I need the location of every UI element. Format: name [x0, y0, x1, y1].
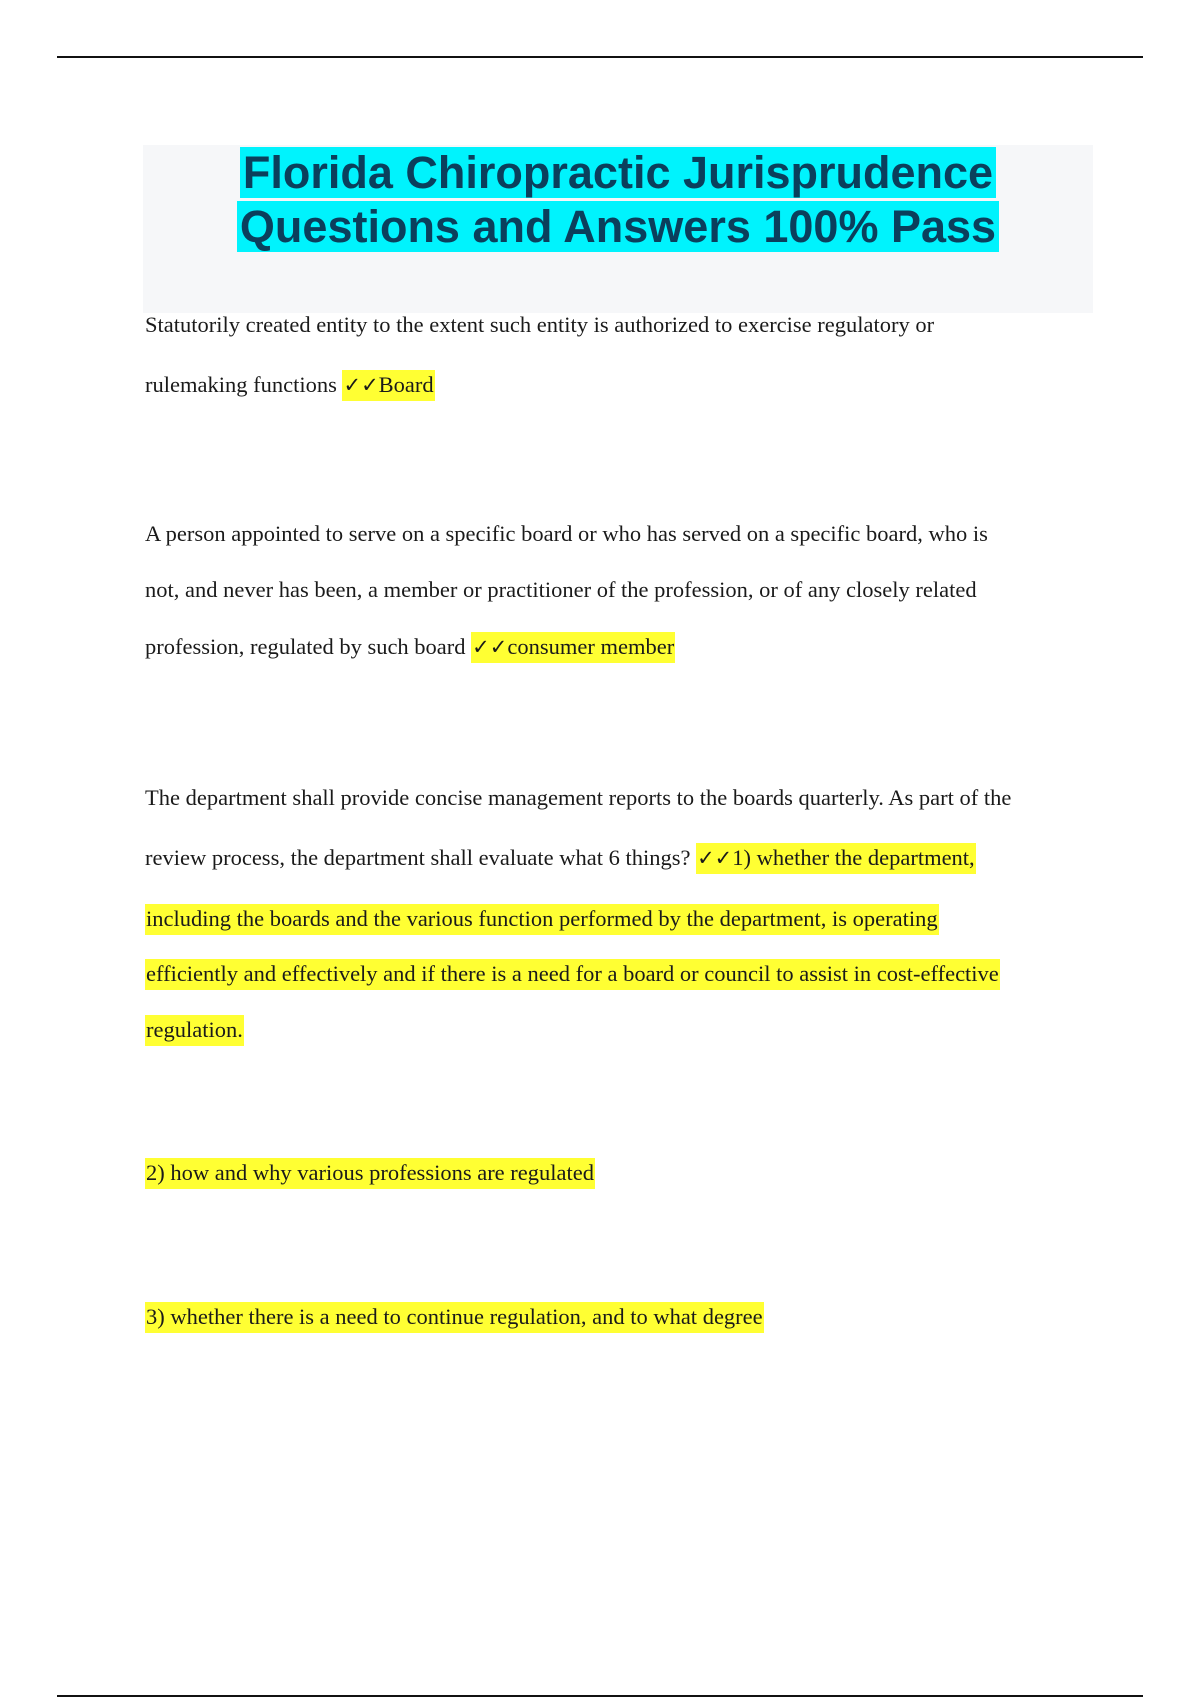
- q3-question-line-1: The department shall provide concise management reports to the boards quarterly. As part of the: [145, 785, 1012, 810]
- q3-answer-line-2: including the boards and the various function performed by the department, is operating: [145, 904, 939, 935]
- document-title: [143, 145, 1093, 254]
- q1-answer-text: Board: [378, 372, 434, 397]
- q2-question-text: profession, regulated by such board: [145, 634, 472, 659]
- check-icon: ✓✓: [472, 635, 508, 659]
- q2-answer-text: consumer member: [507, 634, 675, 659]
- q3-answer-line-1: 1) whether the department,: [732, 845, 975, 870]
- q2-question-line-2: not, and never has been, a member or practitioner of the profession, or of any closely related: [145, 577, 977, 602]
- q3-answer-start: [696, 843, 976, 874]
- footer-rule: [57, 1695, 1143, 1697]
- q1-question-line-2: [145, 370, 435, 400]
- q3-question-line-2: [145, 843, 976, 873]
- check-icon: ✓✓: [343, 373, 379, 397]
- q3-item-2: 2) how and why various professions are regulated: [145, 1158, 595, 1189]
- q1-question-text: rulemaking functions: [145, 372, 343, 397]
- q3-answer-line-3-row: [145, 959, 1000, 989]
- q2-question-line-3: [145, 632, 675, 662]
- q1-answer: [342, 370, 434, 401]
- q2-question-line-1: A person appointed to serve on a specific board or who has served on a specific board, who is: [145, 521, 988, 546]
- q3-item-3: 3) whether there is a need to continue regulation, and to what degree: [145, 1302, 764, 1333]
- title-line-1: Florida Chiropractic Jurisprudence: [240, 147, 996, 198]
- q3-answer-line-2-row: [145, 904, 939, 934]
- q2-answer: [471, 632, 675, 663]
- header-rule: [57, 56, 1143, 58]
- title-block: [143, 145, 1093, 313]
- q3-answer-line-4: regulation.: [145, 1015, 244, 1046]
- q3-item-2-row: [145, 1158, 595, 1188]
- q1-question-line-1: Statutorily created entity to the extent such entity is authorized to exercise regulatory or: [145, 312, 935, 337]
- q3-question-text: review process, the department shall evaluate what 6 things?: [145, 845, 697, 870]
- title-line-2: Questions and Answers 100% Pass: [237, 201, 999, 252]
- check-icon: ✓✓: [697, 846, 733, 870]
- q3-answer-line-3: efficiently and effectively and if there is a need for a board or council to assist in cost-effective: [145, 959, 1000, 990]
- q3-item-3-row: [145, 1302, 764, 1332]
- q3-answer-line-4-row: [145, 1015, 244, 1045]
